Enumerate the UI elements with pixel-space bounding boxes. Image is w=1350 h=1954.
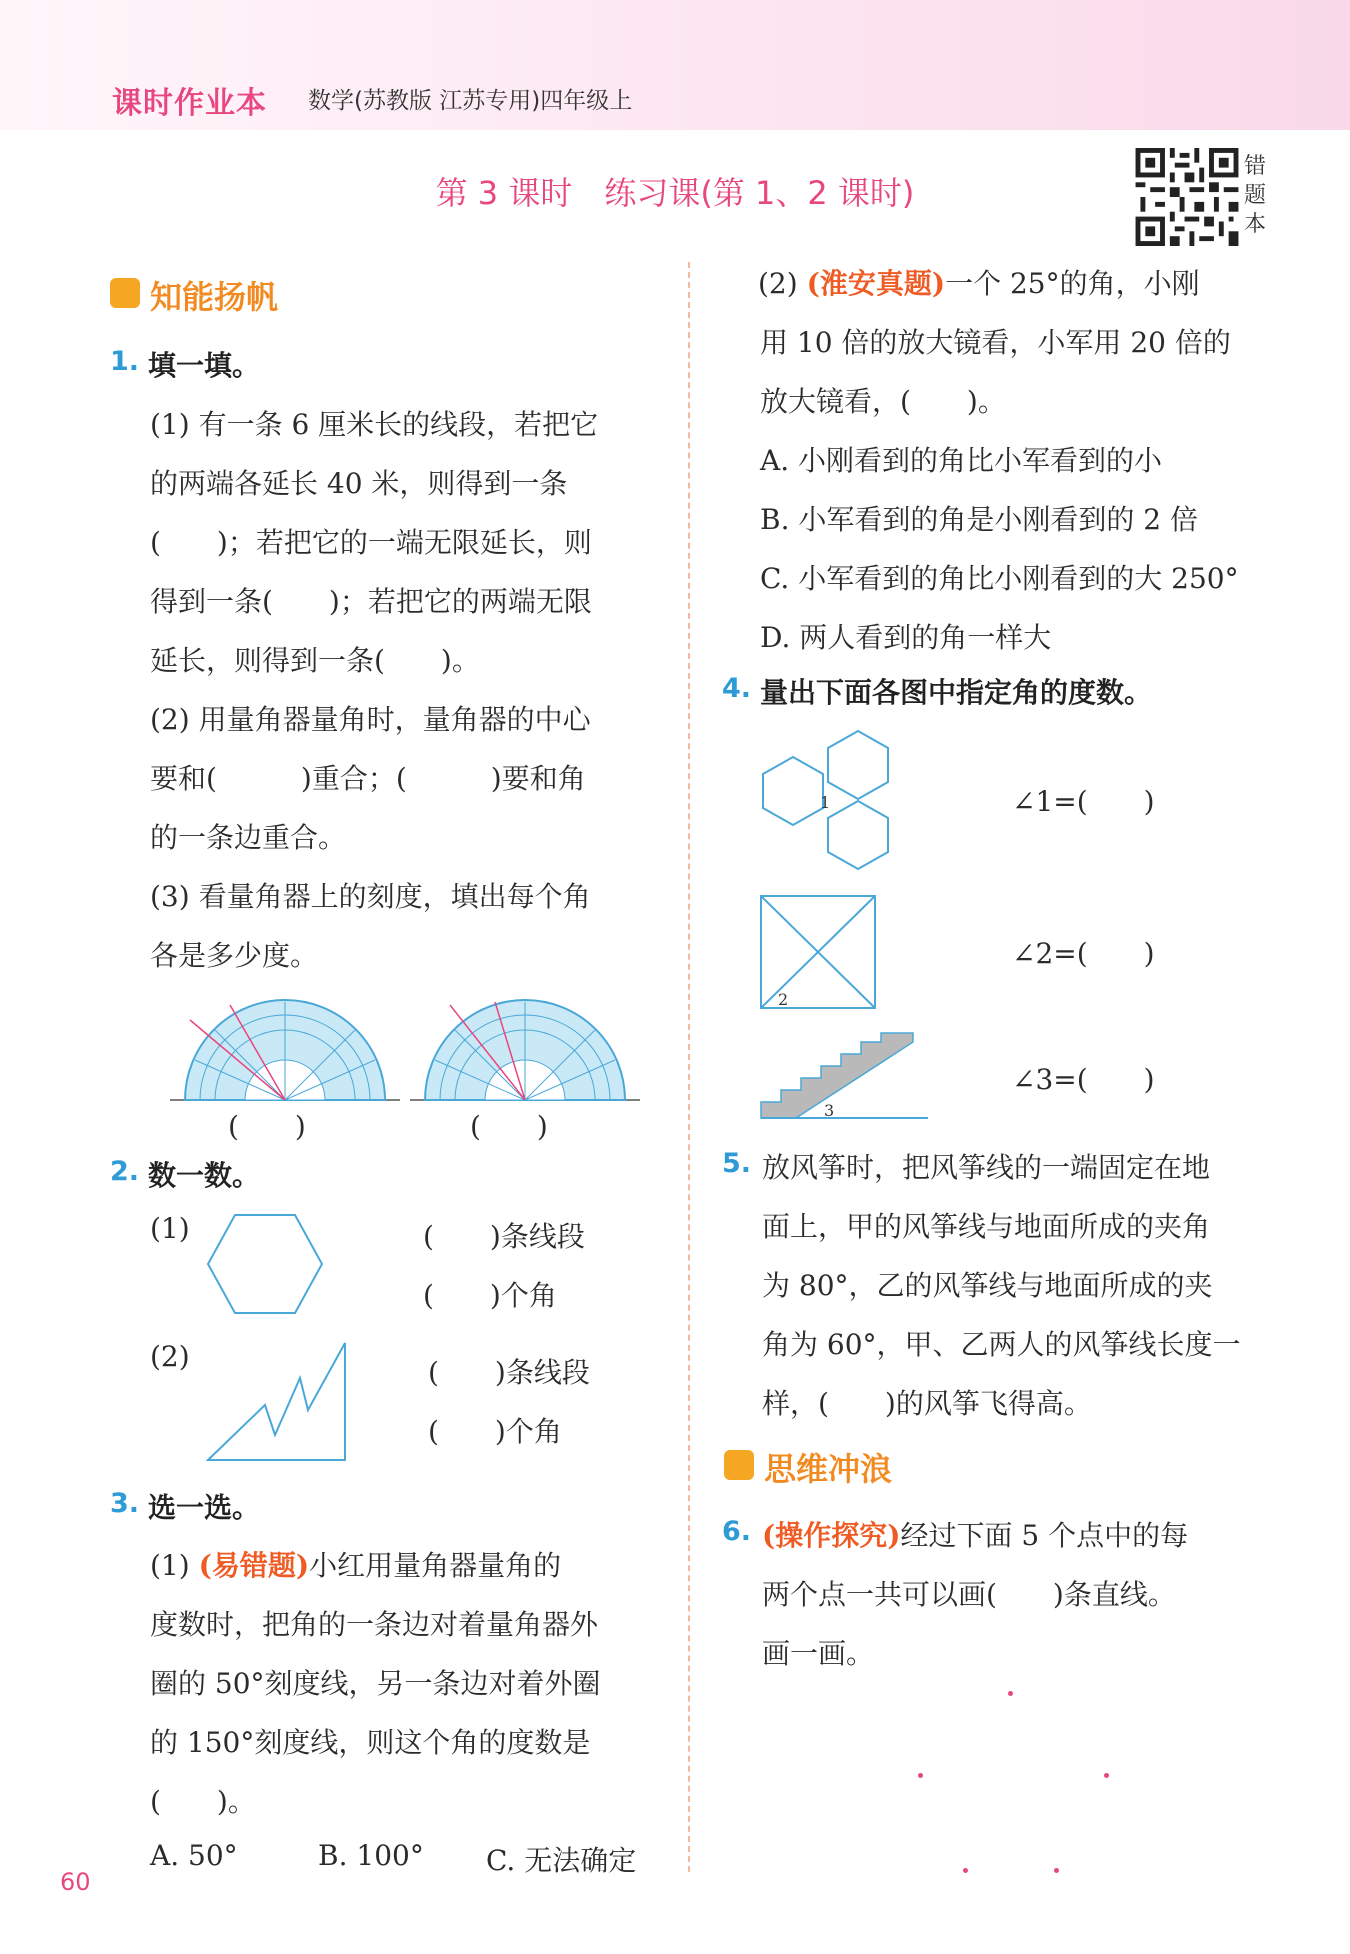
q3-option[interactable]: C. 无法确定 [486,1844,637,1877]
book-title: 数学(苏教版 江苏专用)四年级上 [308,88,633,114]
q2-title: 数一数。 [148,1159,261,1192]
angle-label: 1 [820,793,831,812]
q2-answer[interactable]: ( )条线段 [428,1356,590,1389]
q1-line: 要和( )重合；( )要和角 [150,762,586,795]
q4-answer[interactable]: ∠3=( ) [1012,1063,1155,1096]
q5-line: 为 80°，乙的风筝线与地面所成的夹 [762,1269,1213,1302]
protractor-answer-blank[interactable]: ( ) [228,1110,306,1143]
q3-option[interactable]: B. 100° [318,1839,424,1872]
q1-line: (2) 用量角器量角时，量角器的中心 [150,703,591,736]
q1-number: 1. [110,346,140,377]
page-number: 60 [60,1868,91,1896]
column-divider [688,262,690,1872]
q3-line: 的 150°刻度线，则这个角的度数是 [150,1726,591,1759]
section-title-1: 知能扬帆 [150,278,279,316]
q3-p1-text: 小红用量角器量角的 [309,1549,562,1582]
q3-p1-first-line [150,1544,561,1584]
protractor-figure-1 [170,990,400,1105]
q3-option[interactable]: B. 小军看到的角是小刚看到的 2 倍 [760,503,1198,536]
q1-title: 填一填。 [148,349,261,382]
exam-source-tag: (淮安真题) [806,267,946,300]
point-dot[interactable] [918,1773,923,1778]
qr-label: 错 题 本 [1244,154,1267,237]
q2-answer[interactable]: ( )个角 [428,1415,562,1448]
section-title-2: 思维冲浪 [764,1450,893,1488]
q6-number: 6. [722,1516,752,1547]
q3-line: 放大镜看，( )。 [760,385,1006,418]
q3-title: 选一选。 [148,1491,261,1524]
q4-number: 4. [722,673,752,704]
q5-line: 放风筝时，把风筝线的一端固定在地 [762,1151,1211,1184]
q1-line: 的一条边重合。 [150,821,347,854]
hexagons-figure [758,728,906,872]
staircase-figure [758,1030,930,1122]
q3-line: 用 10 倍的放大镜看，小军用 20 倍的 [760,326,1231,359]
q3-option[interactable]: A. 50° [150,1839,238,1872]
q6-line: 画一画。 [762,1637,875,1670]
q3-line: 度数时，把角的一条边对着量角器外 [150,1608,599,1641]
qr-code-icon[interactable] [1135,148,1239,246]
q5-answer-blank[interactable]: 样，( )的风筝飞得高。 [762,1387,1092,1420]
angle-label: 2 [778,990,789,1009]
point-dot[interactable] [1104,1773,1109,1778]
q3-p2-text: 一个 25°的角，小刚 [945,267,1200,300]
q3-p1-label: (1) [150,1549,190,1582]
q1-line: (3) 看量角器上的刻度，填出每个角 [150,880,591,913]
q5-line: 角为 60°，甲、乙两人的风筝线长度一 [762,1328,1241,1361]
q3-option[interactable]: C. 小军看到的角比小刚看到的大 250° [760,562,1239,595]
q1-line: (1) 有一条 6 厘米长的线段，若把它 [150,408,599,441]
lesson-title: 第 3 课时 练习课(第 1、2 课时) [435,174,915,212]
wave-icon [724,1450,754,1480]
brand-title: 课时作业本 [112,86,267,121]
angle-label: 3 [824,1101,835,1120]
error-prone-tag: (易错题) [198,1549,310,1582]
q5-number: 5. [722,1148,752,1179]
zigzag-figure [205,1340,350,1465]
q1-line: 得到一条( )；若把它的两端无限 [150,585,592,618]
q3-p2-first-line [758,262,1200,302]
q2-answer[interactable]: ( )条线段 [423,1220,585,1253]
q2-part-label: (2) [150,1340,190,1373]
q4-title: 量出下面各图中指定角的度数。 [760,676,1153,709]
q3-p2-label: (2) [758,267,798,300]
point-dot[interactable] [963,1868,968,1873]
operation-tag: (操作探究) [762,1519,901,1552]
q4-answer[interactable]: ∠2=( ) [1012,937,1155,970]
q4-answer[interactable]: ∠1=( ) [1012,785,1155,818]
q5-line: 面上，甲的风筝线与地面所成的夹角 [762,1210,1211,1243]
q2-answer[interactable]: ( )个角 [423,1279,557,1312]
protractor-figure-2 [410,990,640,1105]
point-dot[interactable] [1054,1868,1059,1873]
q3-line: 圈的 50°刻度线，另一条边对着外圈 [150,1667,601,1700]
point-dot[interactable] [1008,1691,1013,1696]
q6-text: 经过下面 5 个点中的每 [900,1519,1189,1552]
q3-number: 3. [110,1488,140,1519]
q6-answer-blank[interactable]: 两个点一共可以画( )条直线。 [762,1578,1176,1611]
q3-answer-blank[interactable]: ( )。 [150,1785,256,1818]
q2-number: 2. [110,1156,140,1187]
q1-line: ( )；若把它的一端无限延长，则 [150,526,592,559]
book-icon [110,278,140,308]
hexagon-figure [205,1212,325,1317]
q1-line: 的两端各延长 40 米，则得到一条 [150,467,568,500]
protractor-answer-blank[interactable]: ( ) [470,1110,548,1143]
q3-option[interactable]: D. 两人看到的角一样大 [760,621,1052,654]
q6-first-line [762,1514,1188,1554]
q2-part-label: (1) [150,1212,190,1245]
square-figure [758,893,878,1011]
q3-option[interactable]: A. 小刚看到的角比小军看到的小 [760,444,1163,477]
q1-line: 延长，则得到一条( )。 [150,644,480,677]
q1-line: 各是多少度。 [150,939,319,972]
